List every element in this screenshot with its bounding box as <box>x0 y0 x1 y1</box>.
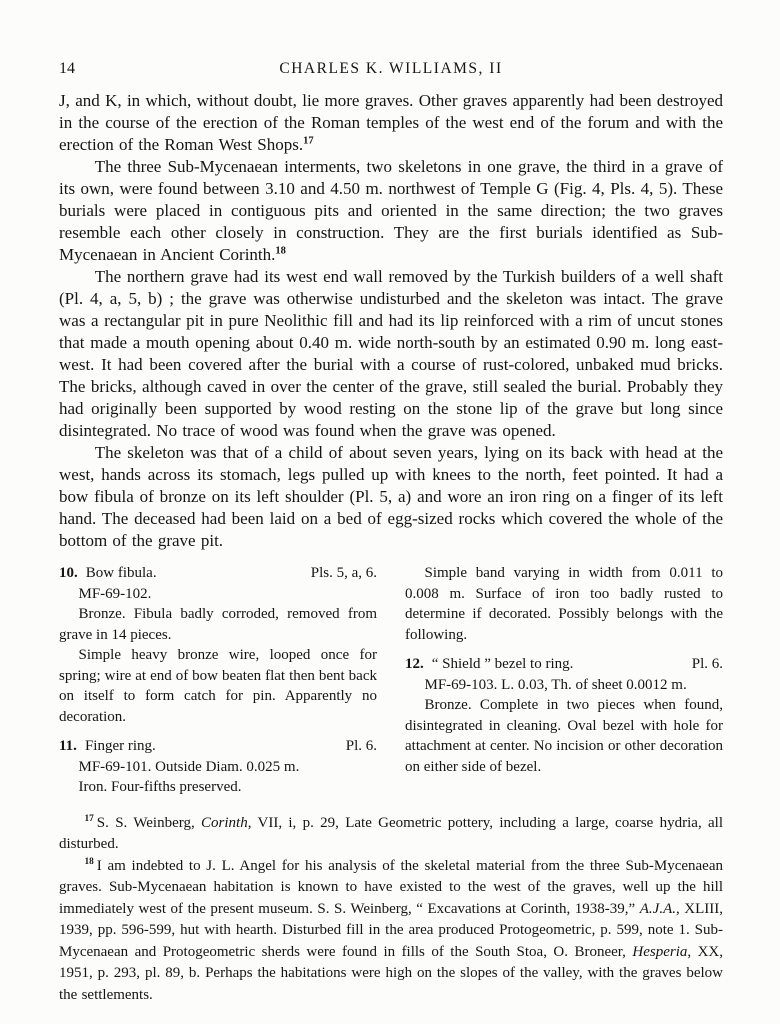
catalog-entry-head <box>59 736 377 757</box>
entry-description: Iron. Four-fifths preserved. <box>78 779 242 795</box>
catalog-entry-head <box>59 563 377 584</box>
plate-reference: Pl. 6. <box>691 656 723 672</box>
inventory-number: MF-69-103. L. 0.03, Th. of sheet 0.0012 m. <box>424 676 687 693</box>
text-block <box>59 58 723 1006</box>
plate-reference: Pls. 5, a, 6. <box>310 565 377 581</box>
entry-number: 10. <box>59 565 78 581</box>
entry-number: 12. <box>405 656 424 672</box>
catalog-column-left <box>59 563 377 798</box>
paragraph-text: The northern grave had its west end wall removed by the Turkish builders of a well shaft (Pl. 4, a, 5, b) ; the grave was otherwise undisturbed and the skeleton was intact. The grave was a rectangular pit in pure Neolithic fill and had its lip reinforced with a rim of uncut stones that made a mouth opening about 0.40 m. wide north-south by an estimated 0.90 m. long east-west. It had been covered after the burial with a course of rust-colored, unbaked mud bricks. The bricks, although caved in over the center of the grave, still sealed the burial. Probably they had originally been supported by wood resting on the stone lip of the grave but long since disintegrated. No trace of wood was found when the grave was opened. <box>59 267 723 440</box>
catalog-entry-11-continuation: Simple band varying in width from 0.011 to 0.008 m. Surface of iron too badly rusted to determine if decorated. Possibly belongs with the following. <box>405 565 723 643</box>
footnote-number: 17 <box>84 813 94 824</box>
entry-description: Bronze. Fibula badly corroded, removed from grave in 14 pieces. <box>59 606 377 643</box>
footnote-ref-18: 18 <box>275 245 286 257</box>
entry-number: 11. <box>59 738 77 754</box>
plate-reference: Pl. 6. <box>345 738 377 754</box>
footnotes-section <box>59 813 723 1007</box>
body-paragraph <box>59 156 723 266</box>
footnote-17 <box>59 813 723 856</box>
footnote-text: I am indebted to J. L. Angel for his analysis of the skeletal material from the three Sub-Mycenaean graves. Sub-Mycenaean habitation is known to have existed to the west of the graves, well up the hill immediately west of the present museum. S. S. Weinberg, “ Excavations at Corinth, 1938-39,” A.J.A., XLIII, 1939, pp. 596-599, hut with hearth. Disturbed fill in the area produced Protogeometric, p. 599, note 1. Sub-Mycenaean and Protogeometric sherds were found in fills of the South Stoa, O. Broneer, Hesperia, XX, 1951, p. 293, pl. 89, b. Perhaps the habitations were high on the slopes of the valley, with the graves below the settlements. <box>59 857 723 1003</box>
inventory-number: MF-69-101. Outside Diam. 0.025 m. <box>78 758 300 775</box>
catalog-column-right <box>405 563 723 798</box>
paragraph-text: The skeleton was that of a child of about seven years, lying on its back with head at the west, hands across its stomach, legs pulled up with knees to the north, feet pointed. It had a bow fibula of bronze on its left shoulder (Pl. 5, a) and wore an iron ring on a finger of its left hand. The deceased had been laid on a bed of egg-sized rocks which covered the whole of the bottom of the grave pit. <box>59 443 723 550</box>
footnote-18 <box>59 856 723 1007</box>
catalog-entry-10 <box>59 563 377 727</box>
body-paragraph <box>59 266 723 442</box>
catalog-entry-11 <box>59 736 377 798</box>
body-paragraph <box>59 442 723 552</box>
catalog-section <box>59 563 723 798</box>
inventory-number: MF-69-102. <box>78 585 152 602</box>
entry-title: Finger ring. <box>84 738 156 754</box>
footnote-number: 18 <box>84 856 94 867</box>
entry-description: Bronze. Complete in two pieces when found, disintegrated in cleaning. Oval bezel with hole for attachment at center. No incision or other decoration on either side of bezel. <box>405 697 723 775</box>
page-number: 14 <box>59 60 75 77</box>
entry-title: Bow fibula. <box>85 565 157 581</box>
paragraph-text: The three Sub-Mycenaean interments, two skeletons in one grave, the third in a grave of its own, were found between 3.10 and 4.50 m. northwest of Temple G (Fig. 4, Pls. 4, 5). These burials were placed in contiguous pits and oriented in the same direction; the two graves resemble each other closely in construction. They are the first burials identified as Sub-Mycenaean in Ancient Corinth. <box>59 157 723 264</box>
catalog-entry-head <box>405 654 723 675</box>
entry-description: Simple heavy bronze wire, looped once for spring; wire at end of bow beaten flat then bent back on itself to form catch for pin. Apparently no decoration. <box>59 647 377 725</box>
footnote-text: S. S. Weinberg, Corinth, VII, i, p. 29, Late Geometric pottery, including a large, coarse hydria, all disturbed. <box>59 814 724 852</box>
body-paragraph <box>59 90 723 156</box>
entry-title: “ Shield ” bezel to ring. <box>431 656 574 672</box>
page-header <box>59 58 723 80</box>
running-head: CHARLES K. WILLIAMS, II <box>279 60 503 77</box>
paragraph-text: J, and K, in which, without doubt, lie more graves. Other graves apparently had been destroyed in the course of the erection of the Roman temples of the west end of the forum and with the erection of the Roman West Shops. <box>59 91 723 154</box>
catalog-entry-12 <box>405 654 723 777</box>
body-text <box>59 90 723 552</box>
footnote-ref-17: 17 <box>303 135 314 147</box>
